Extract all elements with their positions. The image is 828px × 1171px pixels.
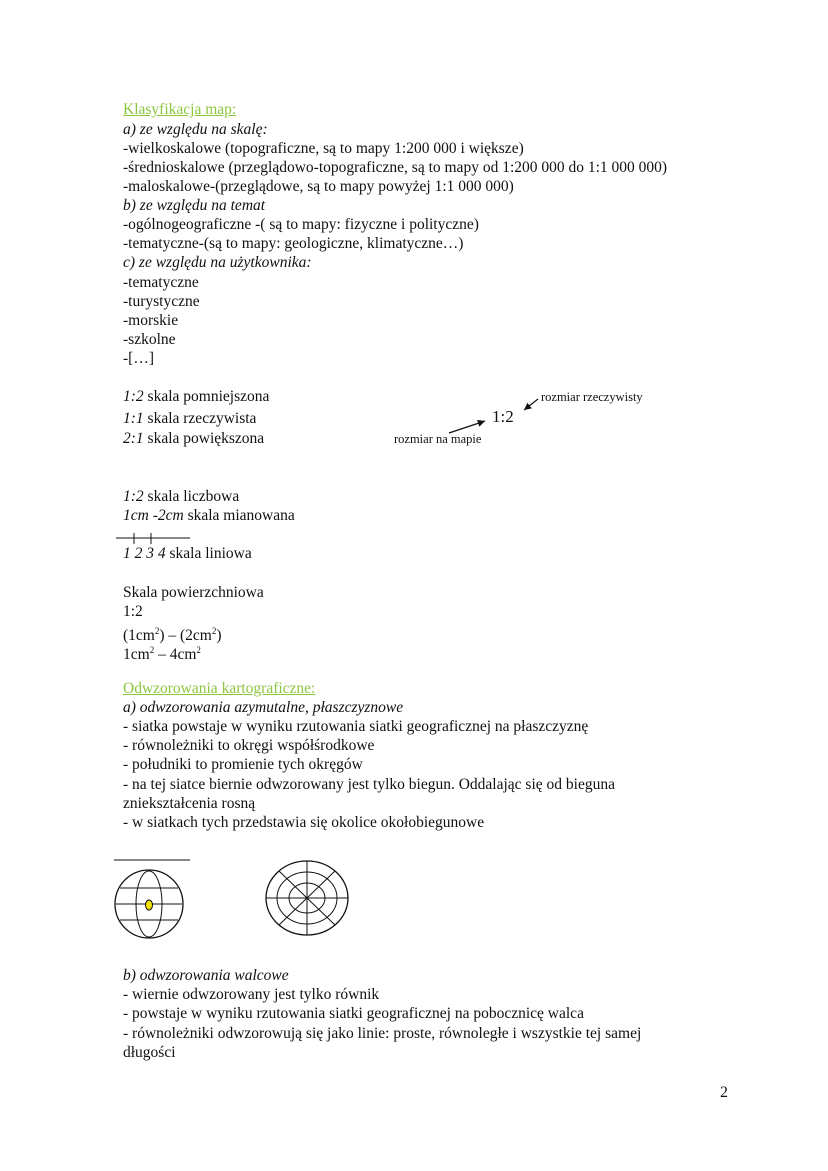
topic-criterion-label: b) ze względu na temat	[123, 197, 266, 214]
list-item: - siatka powstaje w wyniku rzutowania siatki geograficznej na płaszczyznę	[123, 718, 589, 735]
area-scale-part: 1cm	[123, 646, 150, 663]
list-item: -wielkoskalowe (topograficzne, są to mapy 1:200 000 i większe)	[123, 140, 524, 157]
list-item: - południki to promienie tych okręgów	[123, 756, 363, 773]
area-scale-part: – 4cm	[154, 646, 197, 663]
list-item: zniekształcenia rosną	[123, 795, 256, 812]
list-item: -[…]	[123, 350, 154, 367]
list-item: - na tej siatce biernie odwzorowany jest tylko biegun. Oddalając się od bieguna	[123, 776, 615, 793]
list-item: -tematyczne-(są to mapy: geologiczne, klimatyczne…)	[123, 235, 464, 252]
list-item: - wiernie odwzorowany jest tylko równik	[123, 986, 380, 1003]
user-criterion-label: c) ze względu na użytkownika:	[123, 254, 312, 271]
azimuthal-label: a) odwzorowania azymutalne, płaszczyznowe	[123, 699, 404, 716]
superscript: 2	[149, 645, 155, 655]
scale-criterion-label: a) ze względu na skalę:	[123, 121, 268, 138]
scale-text: skala pomniejszona	[143, 388, 270, 405]
azimuthal-grid-figure	[262, 857, 352, 939]
superscript: 2	[154, 626, 160, 636]
superscript: 2	[196, 645, 201, 655]
area-scale-title: Skala powierzchniowa	[123, 584, 264, 601]
list-item: - powstaje w wyniku rzutowania siatki geograficznej na pobocznicę walca	[123, 1005, 584, 1022]
scale-text: skala rzeczywista	[143, 410, 257, 427]
scale-text: skala mianowana	[183, 507, 295, 524]
diagram-arrows	[440, 395, 550, 440]
list-item: -ogólnogeograficzne -( są to mapy: fizyczne i polityczne)	[123, 216, 479, 233]
list-item: -średnioskalowe (przeglądowo-topograficzne, są to mapy od 1:200 000 do 1:1 000 000)	[123, 159, 668, 176]
list-item: -tematyczne	[123, 274, 199, 291]
area-scale-ratio: 1:2	[123, 603, 143, 620]
list-item: -morskie	[123, 312, 179, 329]
linear-scale-numbers: 1 2 3 4	[123, 545, 166, 562]
list-item: -turystyczne	[123, 293, 200, 310]
heading-classification: Klasyfikacja map:	[123, 101, 237, 118]
diagram-ratio: 1:2	[492, 407, 514, 426]
cylindrical-label: b) odwzorowania walcowe	[123, 967, 289, 984]
linear-scale-bar	[114, 531, 194, 545]
scale-named-value: 1cm -2cm	[123, 507, 184, 524]
scale-ratio: 1:1	[123, 410, 144, 427]
list-item: długości	[123, 1044, 176, 1061]
list-item: -szkolne	[123, 331, 176, 348]
scale-named	[123, 506, 295, 525]
scale-reduced	[123, 387, 269, 406]
scale-text: skala liniowa	[165, 545, 252, 562]
scale-numeric	[123, 487, 239, 506]
area-scale-line-2	[123, 641, 201, 664]
arrow-real-size	[524, 399, 538, 410]
scale-enlarged	[123, 429, 264, 448]
heading-projections: Odwzorowania kartograficzne:	[123, 680, 316, 697]
page-number: 2	[720, 1084, 728, 1101]
superscript: 2	[211, 626, 217, 636]
scale-linear	[123, 544, 252, 563]
area-scale-part: ) – (2cm	[159, 627, 212, 644]
scale-ratio: 1:2	[123, 488, 144, 505]
list-item: - równoleżniki to okręgi współśrodkowe	[123, 737, 375, 754]
list-item: -maloskalowe-(przeglądowe, są to mapy powyżej 1:1 000 000)	[123, 178, 514, 195]
area-scale-part: )	[216, 627, 222, 644]
scale-text: skala liczbowa	[143, 488, 240, 505]
list-item: - równoleżniki odwzorowują się jako linie: proste, równoległe i wszystkie tej samej	[123, 1025, 642, 1042]
list-item: - w siatkach tych przedstawia się okolice okołobiegunowe	[123, 814, 485, 831]
scale-real	[123, 409, 256, 428]
pole-marker	[146, 900, 153, 910]
scale-text: skala powiększona	[143, 430, 265, 447]
area-scale-part: (1cm	[123, 627, 155, 644]
diagram-map-size-label: rozmiar na mapie	[394, 432, 482, 446]
globe-plane-figure	[112, 855, 194, 941]
diagram-real-size-label: rozmiar rzeczywisty	[541, 390, 643, 404]
scale-ratio: 2:1	[123, 430, 144, 447]
arrow-map-size	[449, 421, 485, 433]
scale-ratio: 1:2	[123, 388, 144, 405]
